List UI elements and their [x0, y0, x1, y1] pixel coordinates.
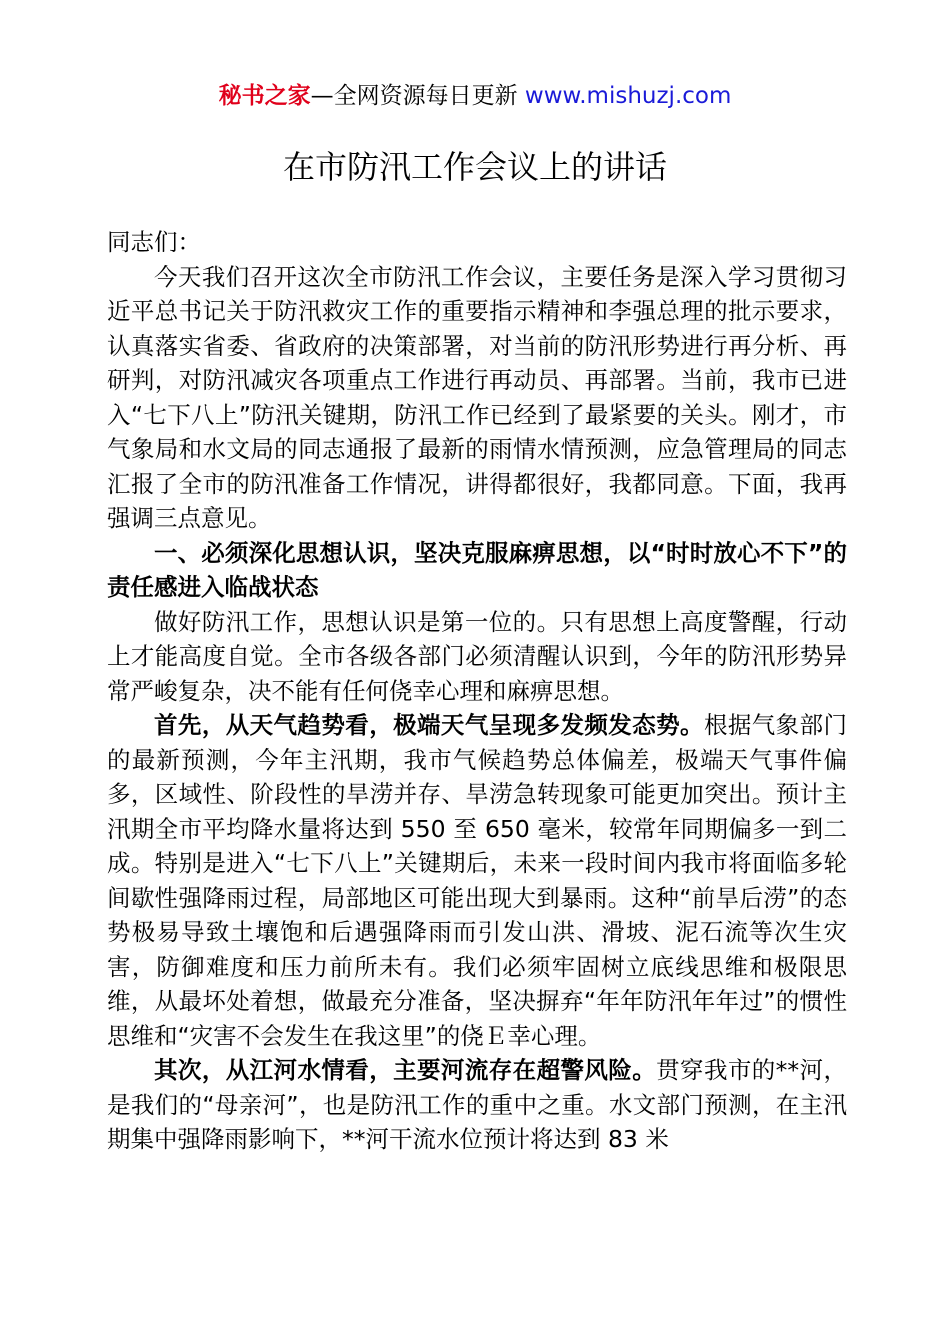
paragraph-river-lead: 其次，从江河水情看，主要河流存在超警风险。 — [154, 1056, 657, 1084]
site-brand: 秘书之家 — [218, 83, 311, 109]
document-title: 在市防汛工作会议上的讲话 — [282, 148, 667, 186]
site-tagline: —全网资源每日更新 — [310, 83, 525, 109]
paragraph-intro: 今天我们召开这次全市防汛工作会议，主要任务是深入学习贯彻习近平总书记关于防汛救灾工作的重要指示精神和李强总理的批示要求，认真落实省委、省政府的决策部署，对当前的防汛形势进行再分析、再研判，对防汛减灾各项重点工作进行再动员、再部署。当前，我市已进入“七下八上”防汛关键期，防汛工作已经到了最紧要的关头。刚才，市气象局和水文局的同志通报了最新的雨情水情预测，应急管理局的同志汇报了全市的防汛准备工作情况，讲得都很好，我都同意。下面，我再强调三点意见。 — [107, 262, 847, 532]
paragraph-weather — [107, 708, 847, 1053]
paragraph-river — [107, 1053, 847, 1157]
paragraph-weather-text: 根据气象部门的最新预测，今年主汛期，我市气候趋势总体偏差，极端天气事件偏多，区域性、阶段性的旱涝并存、旱涝急转现象可能更加突出。预计主汛期全市平均降水量将达到 550 至 650 毫米，较常年同期偏多一到二成。特别是进入“七下八上”关键期后，未来一段时间内我市将面临多轮间歇性强降雨过程，局部地区可能出现大到暴雨。这种“前旱后涝”的态势极易导致土壤饱和后遇强降雨而引发山洪、滑坡、泥石流等次生灾害，防御难度和压力前所未有。我们必须牢固树立底线思维和极限思维，从最坏处着想，做最充分准备，坚决摒弃“年年防汛年年过”的惯性思维和“灾害不会发生在我这里”的侥Ｅ幸心理。 — [107, 711, 848, 1050]
salutation: 同志们： — [107, 228, 201, 256]
paragraph-weather-lead: 首先，从天气趋势看，极端天气呈现多发频发态势。 — [154, 711, 704, 739]
site-header — [0, 80, 950, 112]
document-body — [107, 225, 847, 1157]
section-heading-1: 一、必须深化思想认识，坚决克服麻痹思想，以“时时放心不下”的责任感进入临战状态 — [107, 538, 847, 601]
paragraph-river-text: 贯穿我市的**河，是我们的“母亲河”，也是防汛工作的重中之重。水文部门预测，在主汛期集中强降雨影响下，**河干流水位预计将达到 83 米 — [107, 1056, 847, 1153]
paragraph-awareness: 做好防汛工作，思想认识是第一位的。只有思想上高度警醒，行动上才能高度自觉。全市各级各部门必须清醒认识到，今年的防汛形势异常严峻复杂，决不能有任何侥幸心理和麻痹思想。 — [107, 607, 847, 705]
site-url-link[interactable]: www.mishuzj.com — [524, 83, 732, 109]
